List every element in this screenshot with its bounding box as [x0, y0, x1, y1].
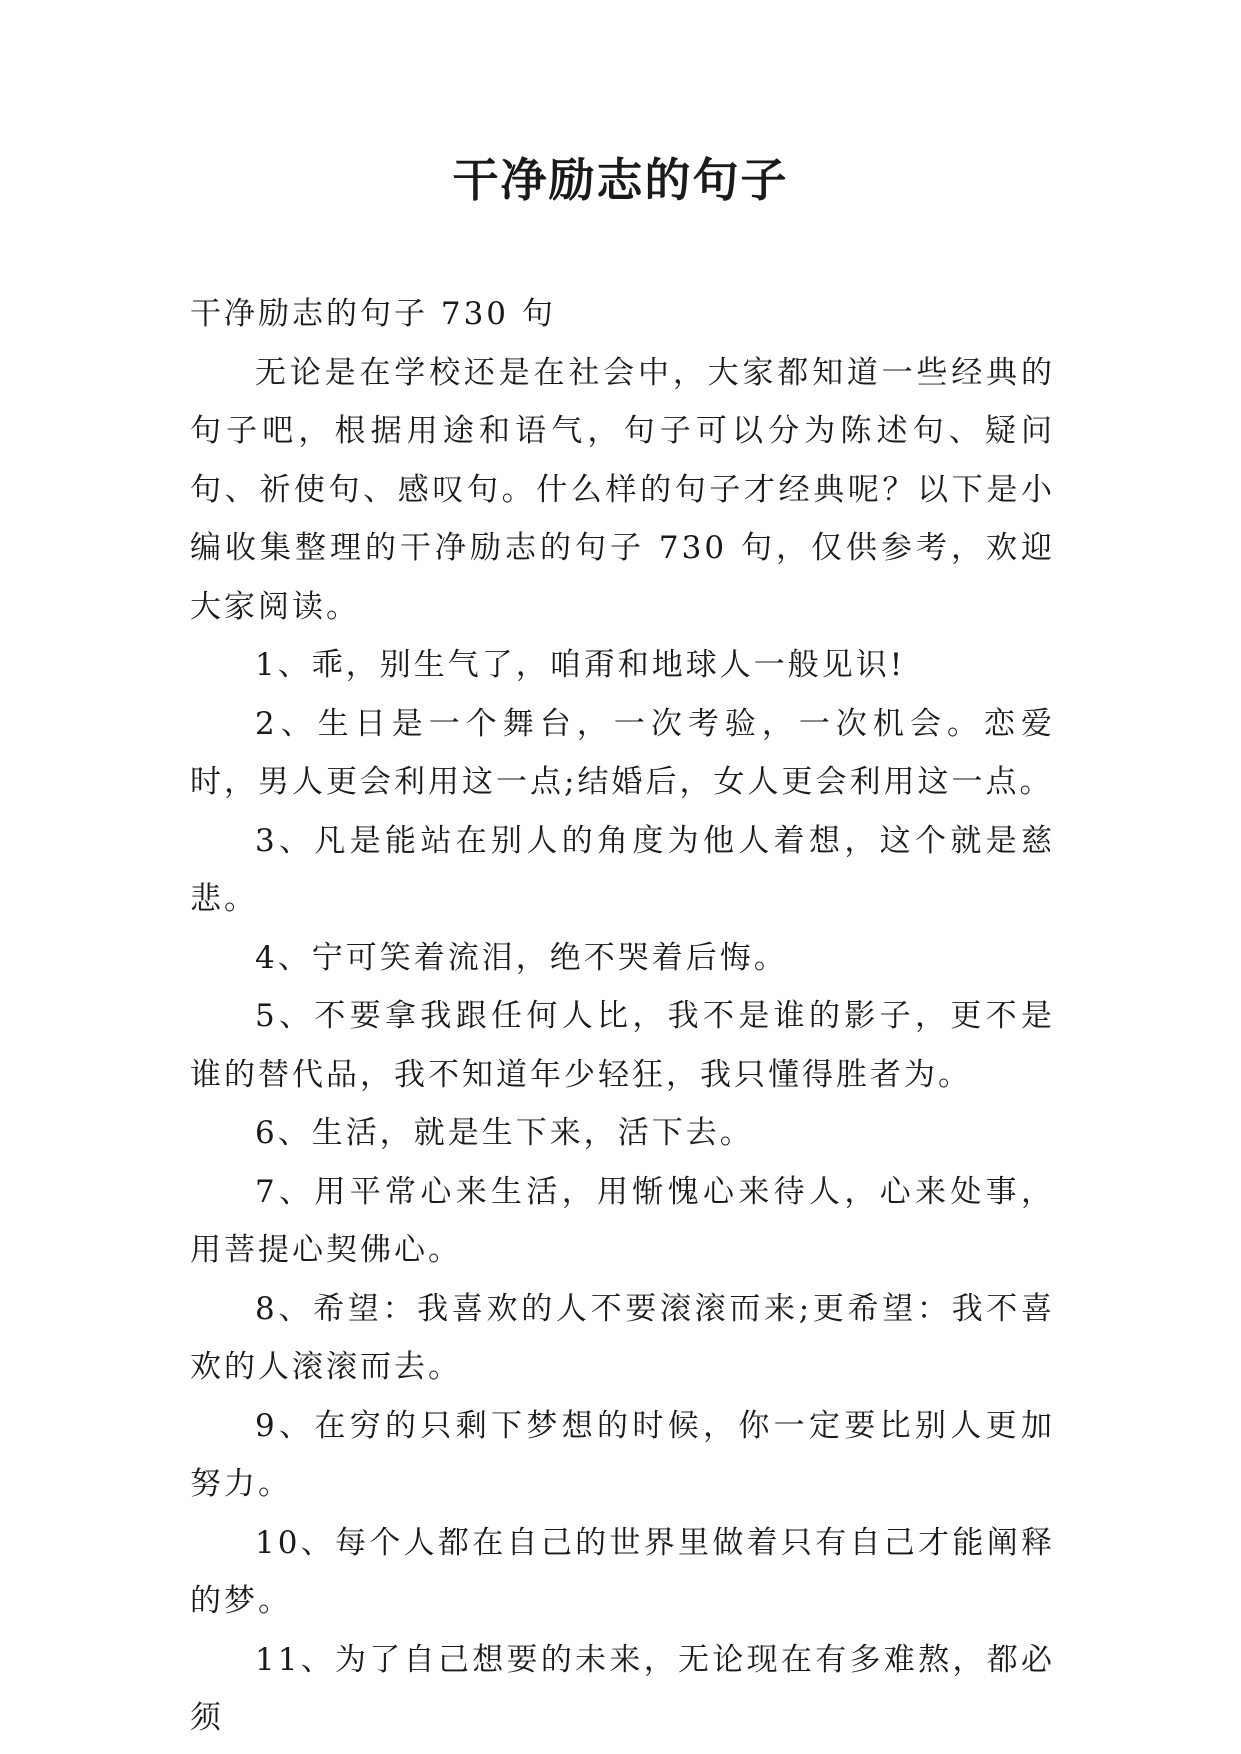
quote-item-6: 6、生活，就是生下来，活下去。	[255, 1115, 754, 1151]
intro-paragraph: 无论是在学校还是在社会中，大家都知道一些经典的句子吧，根据用途和语气，句子可以分为陈述句、疑问句、祈使句、感叹句。什么样的句子才经典呢？以下是小编收集整理的干净励志的句子 730 句，仅供参考，欢迎大家阅读。	[190, 354, 1055, 625]
quote-item-8: 8、希望：我喜欢的人不要滚滚而来;更希望：我不喜欢的人滚滚而去。	[190, 1290, 1055, 1385]
quote-item-3: 3、凡是能站在别人的角度为他人着想，这个就是慈悲。	[190, 822, 1055, 917]
quote-item-10: 10、每个人都在自己的世界里做着只有自己才能阐释的梦。	[190, 1524, 1055, 1619]
document-body	[190, 285, 1055, 1748]
quote-item-4: 4、宁可笑着流泪，绝不哭着后悔。	[255, 939, 788, 976]
quote-item-11: 11、为了自己想要的未来，无论现在有多难熬，都必须	[190, 1641, 1055, 1736]
document-title: 干净励志的句子	[452, 153, 789, 207]
quote-item-1: 1、乖，别生气了，咱甭和地球人一般见识!	[255, 647, 906, 683]
quote-item-9: 9、在穷的只剩下梦想的时候，你一定要比别人更加努力。	[190, 1407, 1055, 1502]
quote-item-5: 5、不要拿我跟任何人比，我不是谁的影子，更不是谁的替代品，我不知道年少轻狂，我只懂得胜者为。	[190, 998, 1055, 1093]
document-subtitle: 干净励志的句子 730 句	[190, 296, 556, 332]
quote-item-2: 2、生日是一个舞台，一次考验，一次机会。恋爱时，男人更会利用这一点;结婚后，女人更会利用这一点。	[190, 705, 1055, 800]
quote-item-7: 7、用平常心来生活，用惭愧心来待人，心来处事，用菩提心契佛心。	[190, 1173, 1055, 1268]
